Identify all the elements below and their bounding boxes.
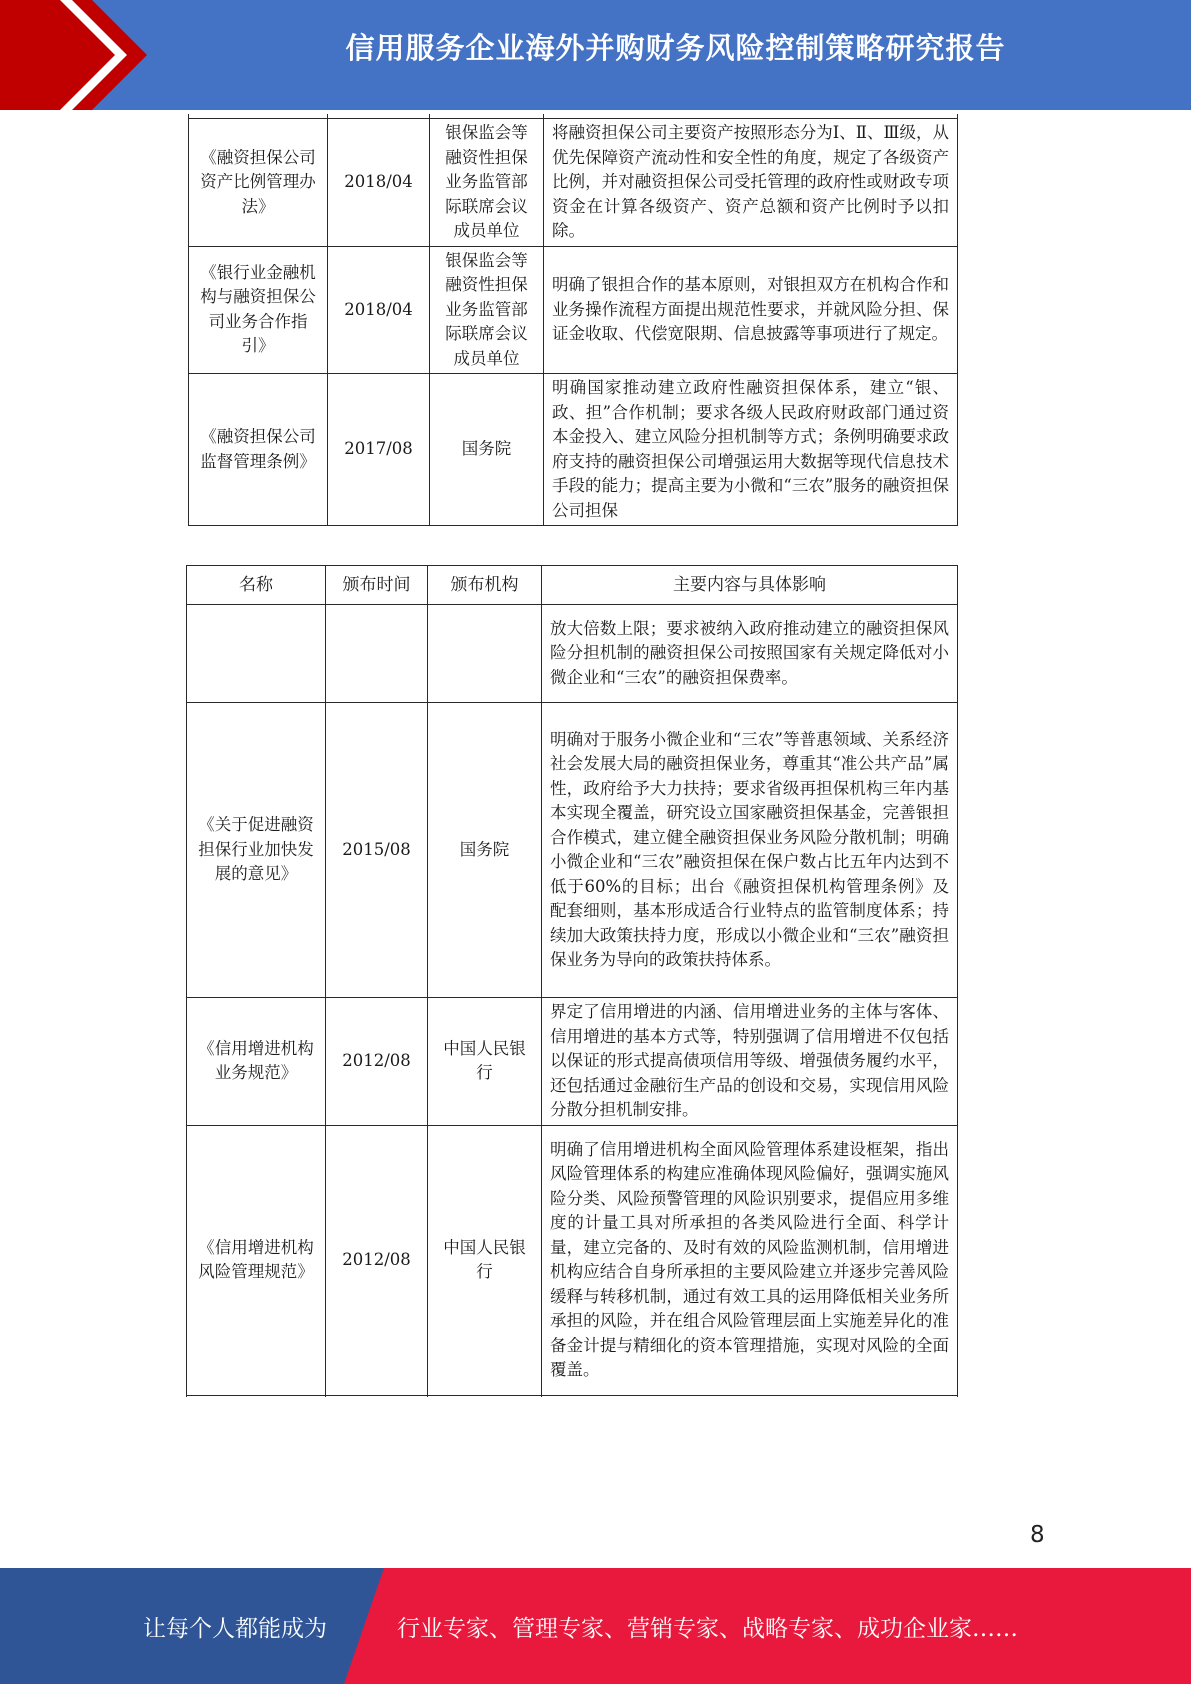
regulation-name: 《银行业金融机构与融资担保公司业务合作指引》 bbox=[189, 246, 328, 374]
footer-slogan-roles: 行业专家、管理专家、营销专家、战略专家、成功企业家…… bbox=[397, 1616, 1018, 1642]
table-row bbox=[187, 998, 958, 1126]
issuing-body: 中国人民银行 bbox=[428, 998, 542, 1126]
regulation-name bbox=[187, 605, 326, 703]
regulation-name: 《关于促进融资担保行业加快发展的意见》 bbox=[187, 703, 326, 998]
issuing-body: 银保监会等融资性担保业务监管部际联席会议成员单位 bbox=[430, 246, 544, 374]
issuing-body: 国务院 bbox=[430, 374, 544, 526]
table-row bbox=[187, 703, 958, 998]
regulation-name: 《信用增进机构风险管理规范》 bbox=[187, 1125, 326, 1395]
regulation-content: 界定了信用增进的内涵、信用增进业务的主体与客体、信用增进的基本方式等，特别强调了信用增进不仅包括以保证的形式提高债项信用等级、增强债务履约水平，还包括通过金融衍生产品的创设和交易，实现信用风险分散分担机制安排。 bbox=[542, 998, 958, 1126]
regulation-content: 明确了银担合作的基本原则，对银担双方在机构合作和业务操作流程方面提出规范性要求，并就风险分担、保证金收取、代偿宽限期、信息披露等事项进行了规定。 bbox=[544, 246, 958, 374]
issuing-body: 银保监会等融资性担保业务监管部际联席会议成员单位 bbox=[430, 119, 544, 247]
column-header-date: 颁布时间 bbox=[326, 566, 428, 605]
table-row bbox=[187, 605, 958, 703]
cut-off-row bbox=[187, 1395, 958, 1397]
column-header-content: 主要内容与具体影响 bbox=[542, 566, 958, 605]
report-title: 信用服务企业海外并购财务风险控制策略研究报告 bbox=[345, 31, 1006, 65]
column-header-name: 名称 bbox=[187, 566, 326, 605]
issue-date: 2017/08 bbox=[328, 374, 430, 526]
page-footer bbox=[0, 1568, 1191, 1684]
regulation-table-continued bbox=[188, 114, 958, 530]
page-number: 8 bbox=[1030, 1522, 1045, 1548]
regulation-content: 将融资担保公司主要资产按照形态分为Ⅰ、Ⅱ、Ⅲ级，从优先保障资产流动性和安全性的角度，规定了各级资产比例，并对融资担保公司受托管理的政府性或财政专项资金在计算各级资产、资产总额和资产比例时予以扣除。 bbox=[544, 119, 958, 247]
issue-date bbox=[326, 605, 428, 703]
table-row bbox=[189, 119, 958, 247]
issue-date: 2018/04 bbox=[328, 119, 430, 247]
table-header-row bbox=[187, 566, 958, 605]
issuing-body bbox=[428, 605, 542, 703]
regulation-content: 放大倍数上限；要求被纳入政府推动建立的融资担保风险分担机制的融资担保公司按照国家有关规定降低对小微企业和“三农”的融资担保费率。 bbox=[542, 605, 958, 703]
regulation-name: 《融资担保公司监督管理条例》 bbox=[189, 374, 328, 526]
page-header bbox=[0, 0, 1191, 110]
issue-date: 2012/08 bbox=[326, 998, 428, 1126]
table-row bbox=[187, 1125, 958, 1395]
issue-date: 2012/08 bbox=[326, 1125, 428, 1395]
header-chevron-decoration bbox=[0, 0, 160, 110]
footer-slogan-lead: 让每个人都能成为 bbox=[143, 1616, 327, 1642]
regulation-name: 《融资担保公司资产比例管理办法》 bbox=[189, 119, 328, 247]
issuing-body: 国务院 bbox=[428, 703, 542, 998]
regulation-table bbox=[186, 565, 958, 1397]
issue-date: 2018/04 bbox=[328, 246, 430, 374]
regulation-content: 明确国家推动建立政府性融资担保体系，建立“银、政、担”合作机制；要求各级人民政府财政部门通过资本金投入、建立风险分担机制等方式；条例明确要求政府支持的融资担保公司增强运用大数据等现代信息技术手段的能力；提高主要为小微和“三农”服务的融资担保公司担保 bbox=[544, 374, 958, 526]
table-row bbox=[189, 374, 958, 526]
regulation-content: 明确对于服务小微企业和“三农”等普惠领域、关系经济社会发展大局的融资担保业务，尊重其“准公共产品”属性，政府给予大力扶持；要求省级再担保机构三年内基本实现全覆盖，研究设立国家融资担保基金，完善银担合作模式，建立健全融资担保业务风险分散机制；明确小微企业和“三农”融资担保在保户数占比五年内达到不低于60%的目标；出台《融资担保机构管理条例》及配套细则，基本形成适合行业特点的监管制度体系；持续加大政策扶持力度，形成以小微企业和“三农”融资担保业务为导向的政策扶持体系。 bbox=[542, 703, 958, 998]
issuing-body: 中国人民银行 bbox=[428, 1125, 542, 1395]
regulation-content: 明确了信用增进机构全面风险管理体系建设框架，指出风险管理体系的构建应准确体现风险偏好，强调实施风险分类、风险预警管理的风险识别要求，提倡应用多维度的计量工具对所承担的各类风险进行全面、科学计量，建立完备的、及时有效的风险监测机制，信用增进机构应结合自身所承担的主要风险建立并逐步完善风险缓释与转移机制，通过有效工具的运用降低相关业务所承担的风险，并在组合风险管理层面上实施差异化的准备金计提与精细化的资本管理措施，实现对风险的全面覆盖。 bbox=[542, 1125, 958, 1395]
column-header-org: 颁布机构 bbox=[428, 566, 542, 605]
regulation-name: 《信用增进机构业务规范》 bbox=[187, 998, 326, 1126]
table-row bbox=[189, 246, 958, 374]
issue-date: 2015/08 bbox=[326, 703, 428, 998]
